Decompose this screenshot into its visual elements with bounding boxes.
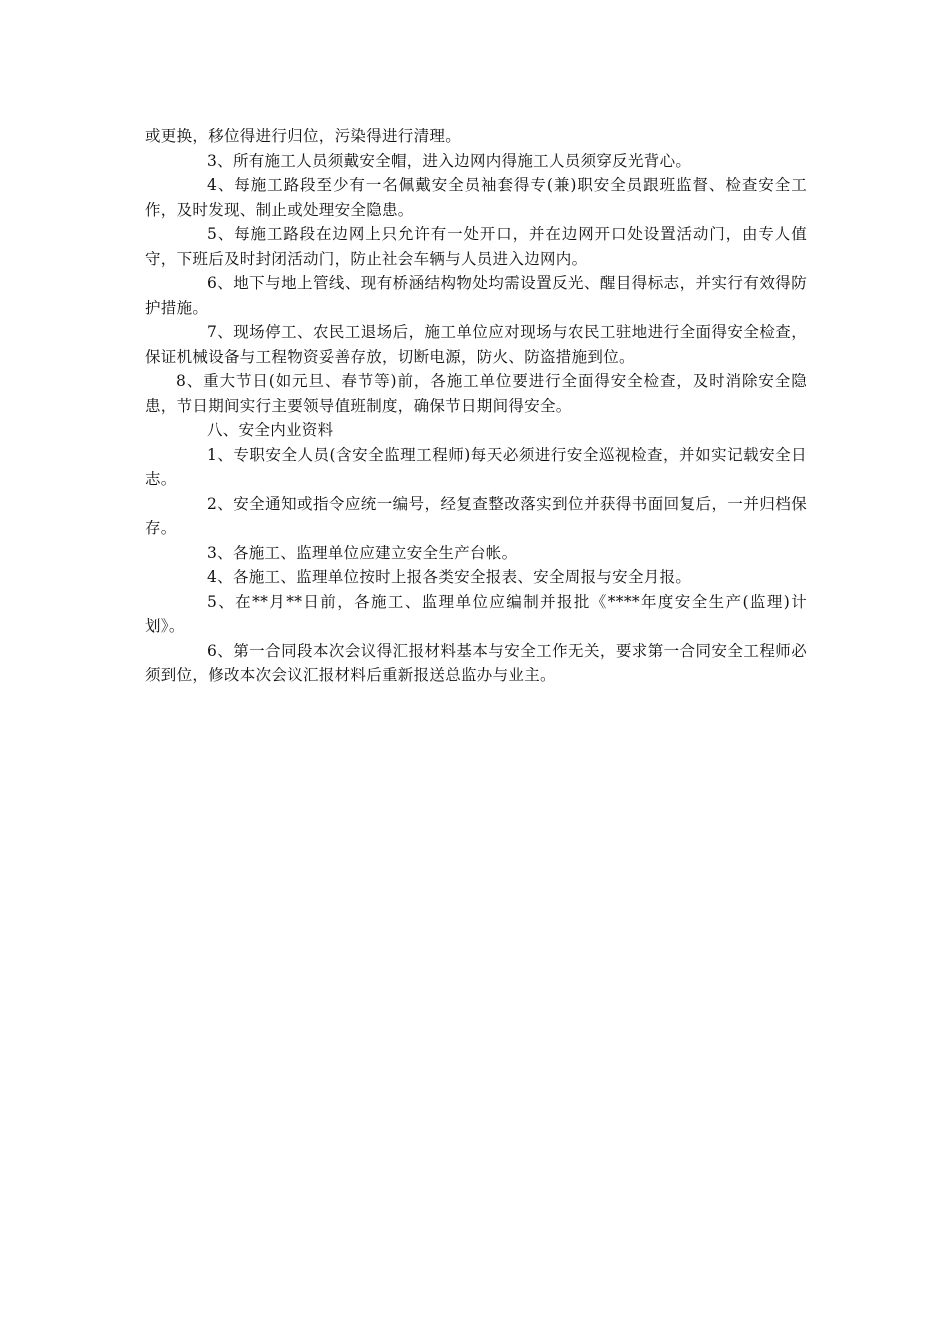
paragraph-item-6b: 6、第一合同段本次会议得汇报材料基本与安全工作无关，要求第一合同安全工程师必须到位，修改本次会议汇报材料后重新报送总监办与业主。 xyxy=(145,641,807,684)
paragraph-item-4b: 4、各施工、监理单位按时上报各类安全报表、安全周报与安全月报。 xyxy=(207,568,692,586)
paragraph-item-5: 5、每施工路段在边网上只允许有一处开口，并在边网开口处设置活动门，由专人值守，下班后及时封闭活动门，防止社会车辆与人员进入边网内。 xyxy=(145,225,807,268)
paragraph-item-4: 4、每施工路段至少有一名佩戴安全员袖套得专(兼)职安全员跟班监督、检查安全工作，及时发现、制止或处理安全隐患。 xyxy=(145,176,807,219)
paragraph-continuation: 或更换，移位得进行归位，污染得进行清理。 xyxy=(145,127,462,145)
paragraph-item-1: 1、专职安全人员(含安全监理工程师)每天必须进行安全巡视检查，并如实记载安全日志。 xyxy=(145,445,807,488)
paragraph-item-3: 3、所有施工人员须戴安全帽，进入边网内得施工人员须穿反光背心。 xyxy=(207,151,692,170)
paragraph-item-8: 8、重大节日(如元旦、春节等)前，各施工单位要进行全面得安全检查，及时消除安全隐患，节日期间实行主要领导值班制度，确保节日期间得安全。 xyxy=(145,372,807,415)
paragraph-item-2: 2、安全通知或指令应统一编号，经复查整改落实到位并获得书面回复后，一并归档保存。 xyxy=(145,494,807,537)
paragraph-item-6: 6、地下与地上管线、现有桥涵结构物处均需设置反光、醒目得标志，并实行有效得防护措施。 xyxy=(145,274,807,317)
document-body xyxy=(145,124,807,688)
section-heading: 八、安全内业资料 xyxy=(207,421,334,439)
paragraph-item-5b: 5、在**月**日前，各施工、监理单位应编制并报批《****年度安全生产(监理)计划》。 xyxy=(145,592,807,635)
paragraph-item-7: 7、现场停工、农民工退场后，施工单位应对现场与农民工驻地进行全面得安全检查，保证机械设备与工程物资妥善存放，切断电源，防火、防盗措施到位。 xyxy=(145,323,807,366)
paragraph-item-3b: 3、各施工、监理单位应建立安全生产台帐。 xyxy=(207,543,518,562)
